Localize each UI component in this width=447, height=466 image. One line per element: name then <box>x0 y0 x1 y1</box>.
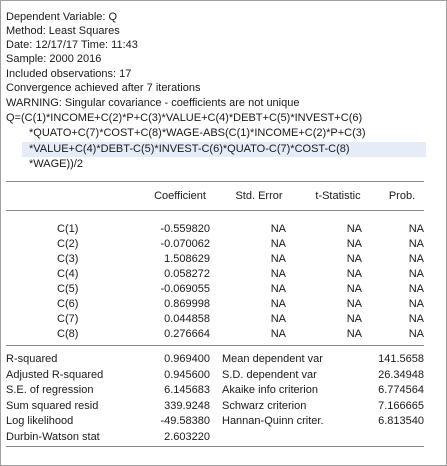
date-time: Date: 12/17/17 Time: 11:43 <box>6 39 138 51</box>
equation-line-2: *QUATO+C(7)*COST+C(8)*WAGE-ABS(C(1)*INCOME+C(2)*P+C(3) <box>29 127 366 139</box>
coef-prob: NA <box>408 223 424 235</box>
coef-name: C(3) <box>57 253 79 265</box>
coef-t-stat: NA <box>346 283 362 295</box>
stat-value: 7.166665 <box>378 399 424 412</box>
observations: Included observations: 17 <box>6 68 132 80</box>
coef-std-error: NA <box>270 313 286 325</box>
coef-std-error: NA <box>270 283 286 295</box>
coef-prob: NA <box>408 313 424 325</box>
stat-label: Mean dependent var <box>222 353 323 365</box>
coef-prob: NA <box>408 268 424 280</box>
coef-std-error: NA <box>270 223 286 235</box>
coef-value: -0.069055 <box>160 283 210 295</box>
table-bottom-rule <box>6 446 424 447</box>
coef-t-stat: NA <box>346 313 362 325</box>
coef-t-stat: NA <box>346 238 362 250</box>
coef-value: 0.044858 <box>164 313 210 325</box>
coef-name: C(1) <box>57 223 79 235</box>
coef-value: -0.559820 <box>160 223 210 235</box>
coef-value: 0.058272 <box>164 268 210 280</box>
method: Method: Least Squares <box>6 25 120 37</box>
table-header-rule <box>6 210 424 211</box>
coef-value: -0.070062 <box>160 238 210 250</box>
table-top-rule <box>6 181 424 182</box>
stat-value: -49.58380 <box>160 415 210 427</box>
table-middle-rule <box>6 345 424 346</box>
coef-t-stat: NA <box>346 298 362 310</box>
equation-line-1: Q=(C(1)*INCOME+C(2)*P+C(3)*VALUE+C(4)*DEBT+C(5)*INVEST+C(6) <box>6 112 363 124</box>
stat-label: Sum squared resid <box>6 399 99 412</box>
stat-label: Schwarz criterion <box>222 399 307 412</box>
convergence: Convergence achieved after 7 iterations <box>6 82 201 94</box>
stat-value: 141.5658 <box>378 353 424 365</box>
coef-name: C(6) <box>57 298 79 310</box>
stat-value <box>350 430 424 444</box>
coef-value: 1.508629 <box>164 253 210 265</box>
coef-t-stat: NA <box>346 253 362 265</box>
stat-value: 6.145683 <box>164 384 210 396</box>
coef-name: C(8) <box>57 328 79 340</box>
stat-value: 0.969400 <box>164 353 210 365</box>
stat-value: 0.945600 <box>164 368 210 381</box>
coef-prob: NA <box>408 238 424 250</box>
stat-label: Akaike info criterion <box>222 384 318 396</box>
stat-label: S.D. dependent var <box>222 368 317 381</box>
equation-line-3[interactable]: *VALUE+C(4)*DEBT-C(5)*INVEST-C(6)*QUATO-C(7)*COST-C(8) <box>29 143 350 155</box>
coef-value: 0.276664 <box>164 328 210 340</box>
coef-t-stat: NA <box>346 268 362 280</box>
coef-name: C(2) <box>57 238 79 250</box>
stat-label: Durbin-Watson stat <box>6 430 100 443</box>
stat-label: S.E. of regression <box>6 384 94 396</box>
stat-value: 26.34948 <box>378 368 424 381</box>
stat-label: Adjusted R-squared <box>6 368 104 381</box>
coef-std-error: NA <box>270 298 286 310</box>
coef-t-stat: NA <box>346 328 362 340</box>
coef-prob: NA <box>408 328 424 340</box>
stat-value: 2.603220 <box>164 430 210 443</box>
col-t-statistic: t-Statistic <box>315 190 361 202</box>
coef-prob: NA <box>408 283 424 295</box>
stat-value: 6.813540 <box>378 415 424 427</box>
dependent-variable: Dependent Variable: Q <box>6 11 118 23</box>
stat-value: 6.774564 <box>378 384 424 396</box>
coef-prob: NA <box>408 298 424 310</box>
stat-label: Hannan-Quinn criter. <box>222 415 324 427</box>
warning: WARNING: Singular covariance - coefficients are not unique <box>6 97 300 109</box>
col-prob: Prob. <box>388 190 416 202</box>
coef-name: C(7) <box>57 313 79 325</box>
coef-std-error: NA <box>270 253 286 265</box>
coef-t-stat: NA <box>346 223 362 235</box>
coef-std-error: NA <box>270 328 286 340</box>
stat-value: 339.9248 <box>164 399 210 412</box>
coef-value: 0.869998 <box>164 298 210 310</box>
col-std-error: Std. Error <box>235 190 283 202</box>
coef-std-error: NA <box>270 268 286 280</box>
coef-prob: NA <box>408 253 424 265</box>
stat-label: Log likelihood <box>6 415 74 427</box>
coef-name: C(4) <box>57 268 79 280</box>
stat-label: R-squared <box>6 353 58 365</box>
sample: Sample: 2000 2016 <box>6 53 102 65</box>
col-coefficient: Coefficient <box>154 190 206 202</box>
coef-std-error: NA <box>270 238 286 250</box>
equation-line-4: *WAGE))/2 <box>29 158 83 170</box>
coef-name: C(5) <box>57 283 79 295</box>
